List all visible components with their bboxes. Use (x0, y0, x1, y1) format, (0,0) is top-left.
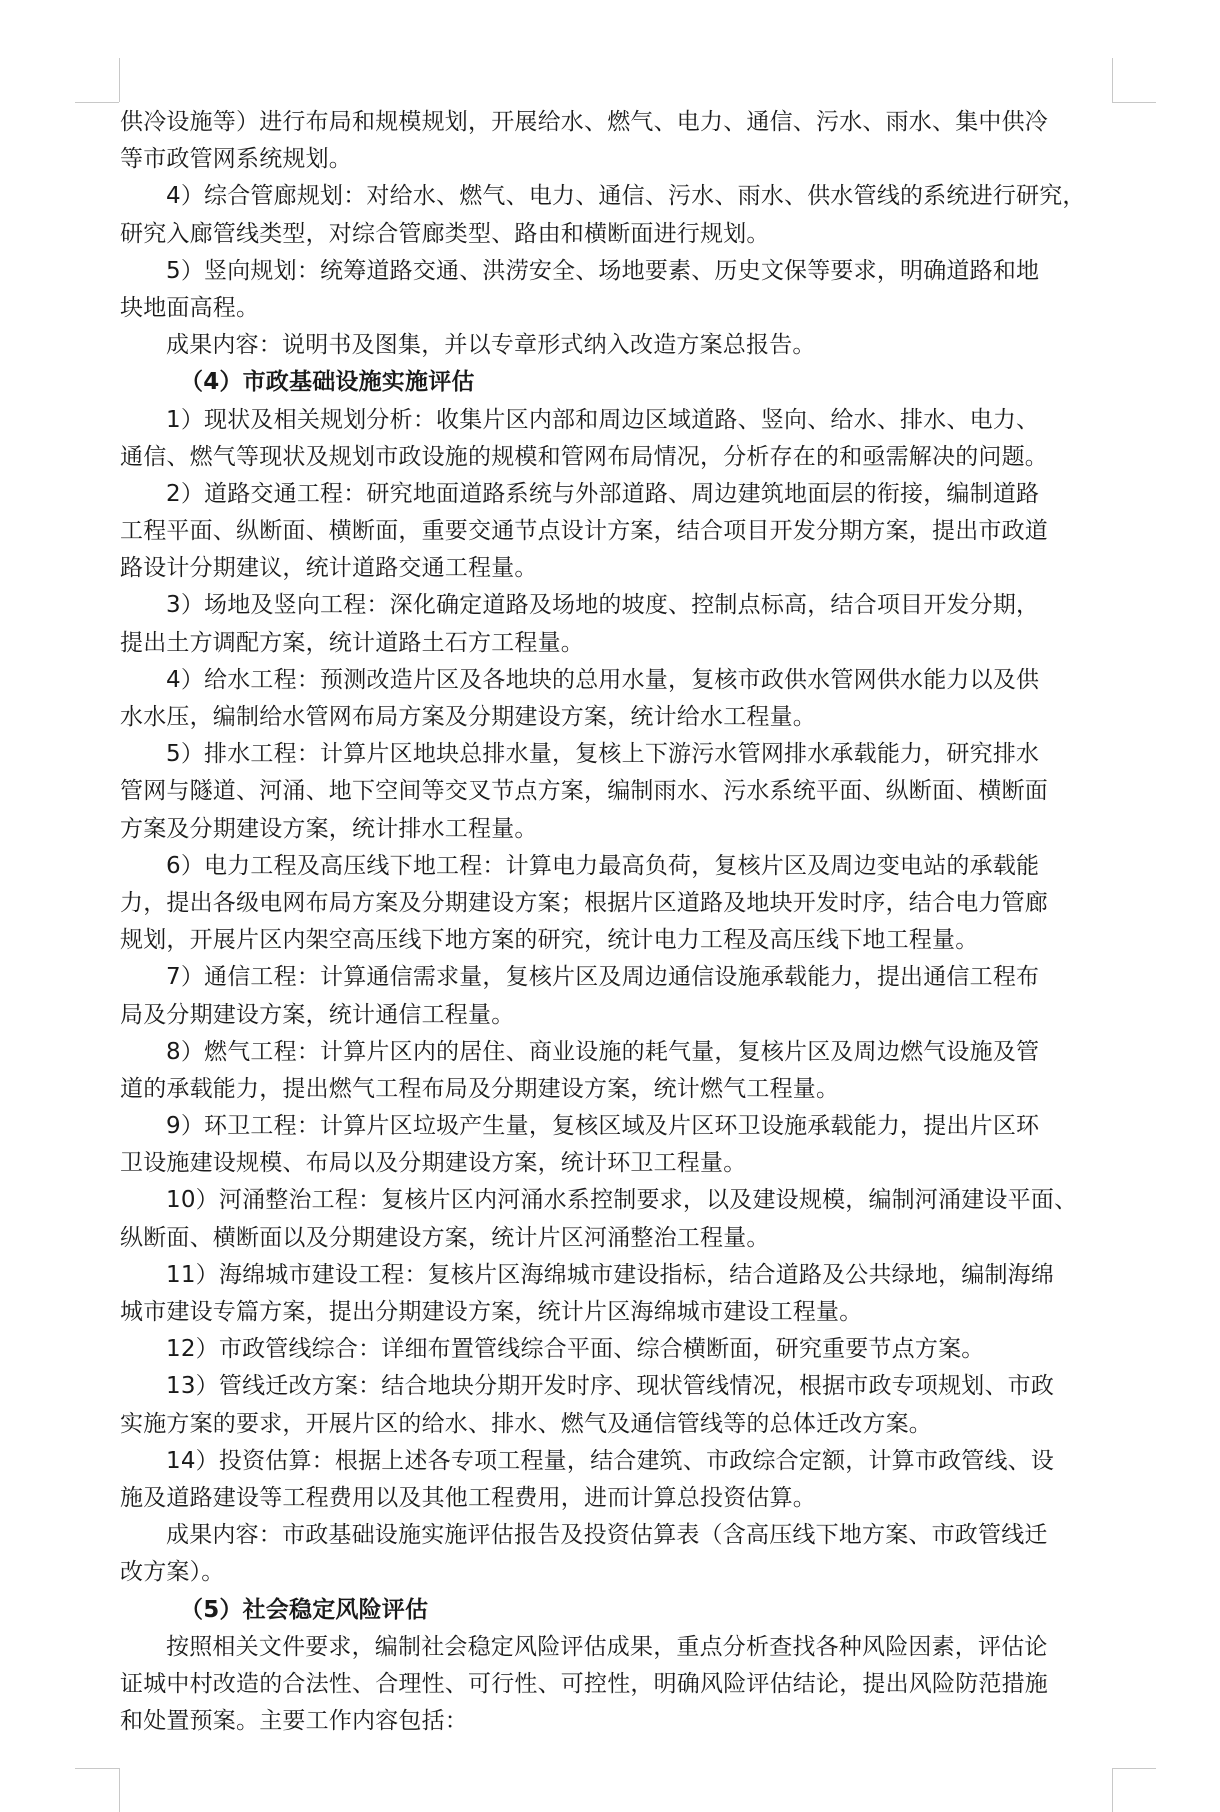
text-line: 5）竖向规划：统筹道路交通、洪涝安全、场地要素、历史文保等要求，明确道路和地 (166, 257, 1040, 284)
text-line: 按照相关文件要求，编制社会稳定风险评估成果，重点分析查找各种风险因素，评估论 (166, 1633, 1048, 1660)
crop-mark-top-right-v (1112, 58, 1113, 102)
section-heading: （4）市政基础设施实施评估 (180, 369, 475, 396)
text-line: 通信、燃气等现状及规划市政设施的规模和管网布局情况，分析存在的和亟需解决的问题。 (120, 443, 1048, 470)
text-line: 等市政管网系统规划。 (120, 146, 352, 173)
text-line: 9）环卫工程：计算片区垃圾产生量，复核区域及片区环卫设施承载能力，提出片区环 (166, 1113, 1040, 1140)
text-line: 4）综合管廊规划：对给水、燃气、电力、通信、污水、雨水、供水管线的系统进行研究， (166, 183, 1086, 210)
text-line: 4）给水工程：预测改造片区及各地块的总用水量，复核市政供水管网供水能力以及供 (166, 666, 1040, 693)
text-line: 方案及分期建设方案，统计排水工程量。 (120, 815, 538, 842)
text-line: 管网与隧道、河涌、地下空间等交叉节点方案，编制雨水、污水系统平面、纵断面、横断面 (120, 778, 1048, 805)
text-line: 提出土方调配方案，统计道路土石方工程量。 (120, 629, 584, 656)
text-line: 11）海绵城市建设工程：复核片区海绵城市建设指标，结合道路及公共绿地，编制海绵 (166, 1261, 1055, 1288)
text-line: 道的承载能力，提出燃气工程布局及分期建设方案，统计燃气工程量。 (120, 1075, 840, 1102)
text-line: 2）道路交通工程：研究地面道路系统与外部道路、周边建筑地面层的衔接，编制道路 (166, 480, 1040, 507)
crop-mark-bottom-right-v (1112, 1768, 1113, 1812)
text-line: 8）燃气工程：计算片区内的居住、商业设施的耗气量，复核片区及周边燃气设施及管 (166, 1038, 1040, 1065)
crop-mark-top-right-h (1112, 102, 1156, 103)
section-heading: （5）社会稳定风险评估 (180, 1596, 429, 1623)
text-line: 城市建设专篇方案，提出分期建设方案，统计片区海绵城市建设工程量。 (120, 1299, 863, 1325)
text-line: 14）投资估算：根据上述各专项工程量，结合建筑、市政综合定额，计算市政管线、设 (166, 1447, 1055, 1474)
text-line: 力，提出各级电网布局方案及分期建设方案；根据片区道路及地块开发时序，结合电力管廊 (120, 889, 1048, 916)
document-body (120, 104, 1112, 1740)
text-line: 工程平面、纵断面、横断面，重要交通节点设计方案，结合项目开发分期方案，提出市政道 (120, 518, 1048, 545)
text-line: 5）排水工程：计算片区地块总排水量，复核上下游污水管网排水承载能力，研究排水 (166, 741, 1040, 768)
text-line: 成果内容：说明书及图集，并以专章形式纳入改造方案总报告。 (166, 332, 816, 359)
text-line: 12）市政管线综合：详细布置管线综合平面、综合横断面，研究重要节点方案。 (166, 1336, 985, 1363)
text-line: 改方案）。 (120, 1559, 225, 1586)
text-line: 7）通信工程：计算通信需求量，复核片区及周边通信设施承载能力，提出通信工程布 (166, 964, 1040, 991)
crop-mark-top-left-v (119, 58, 120, 102)
crop-mark-bottom-right-h (1112, 1768, 1156, 1769)
text-line: 施及道路建设等工程费用以及其他工程费用，进而计算总投资估算。 (120, 1484, 816, 1511)
text-line: 6）电力工程及高压线下地工程：计算电力最高负荷，复核片区及周边变电站的承载能 (166, 852, 1040, 879)
text-line: 证城中村改造的合法性、合理性、可行性、可控性，明确风险评估结论，提出风险防范措施 (120, 1670, 1048, 1697)
text-line: 3）场地及竖向工程：深化确定道路及场地的坡度、控制点标高，结合项目开发分期， (166, 592, 1040, 619)
text-line: 规划，开展片区内架空高压线下地方案的研究，统计电力工程及高压线下地工程量。 (120, 927, 979, 954)
text-line: 10）河涌整治工程：复核片区内河涌水系控制要求，以及建设规模，编制河涌建设平面、 (166, 1187, 1078, 1214)
text-line: 13）管线迁改方案：结合地块分期开发时序、现状管线情况，根据市政专项规划、市政 (166, 1373, 1055, 1400)
text-line: 水水压，编制给水管网布局方案及分期建设方案，统计给水工程量。 (120, 704, 816, 730)
text-line: 成果内容：市政基础设施实施评估报告及投资估算表（含高压线下地方案、市政管线迁 (166, 1522, 1048, 1549)
crop-mark-bottom-left-v (119, 1768, 120, 1812)
text-line: 研究入廊管线类型，对综合管廊类型、路由和横断面进行规划。 (120, 220, 770, 247)
text-line: 供冷设施等）进行布局和规模规划，开展给水、燃气、电力、通信、污水、雨水、集中供冷 (120, 109, 1048, 135)
text-line: 局及分期建设方案，统计通信工程量。 (120, 1001, 515, 1028)
text-line: 路设计分期建议，统计道路交通工程量。 (120, 555, 538, 582)
text-line: 纵断面、横断面以及分期建设方案，统计片区河涌整治工程量。 (120, 1224, 770, 1251)
crop-mark-top-left-h (75, 102, 119, 103)
text-line: 1）现状及相关规划分析：收集片区内部和周边区域道路、竖向、给水、排水、电力、 (166, 406, 1040, 433)
text-line: 块地面高程。 (120, 294, 260, 321)
text-line: 卫设施建设规模、布局以及分期建设方案，统计环卫工程量。 (120, 1150, 747, 1177)
text-line: 实施方案的要求，开展片区的给水、排水、燃气及通信管线等的总体迁改方案。 (120, 1410, 932, 1437)
crop-mark-bottom-left-h (75, 1768, 119, 1769)
text-line: 和处置预案。主要工作内容包括： (120, 1708, 468, 1735)
